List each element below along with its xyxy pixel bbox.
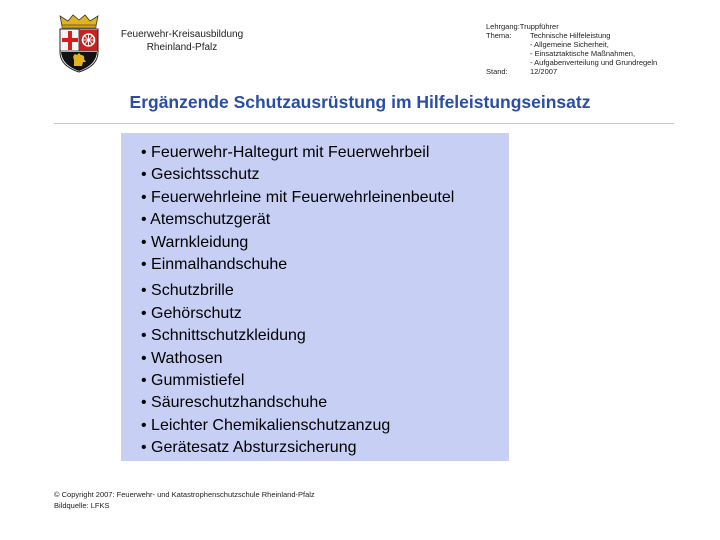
thema-item: - Allgemeine Sicherheit,: [530, 40, 609, 49]
list-item: • Schutzbrille: [141, 282, 234, 300]
equipment-list: [141, 142, 454, 460]
list-item: • Feuerwehr-Haltegurt mit Feuerwehrbeil: [141, 144, 430, 161]
coat-of-arms-icon: [54, 14, 104, 74]
copyright-text: © Copyright 2007: Feuerwehr- und Katastrophenschutzschule Rheinland-Pfalz: [54, 490, 315, 499]
list-item: • Gesichtsschutz: [141, 166, 260, 184]
slide-title: Ergänzende Schutzausrüstung im Hilfeleistungseinsatz: [129, 92, 591, 112]
organization-name: [104, 28, 260, 54]
stand-value: 12/2007: [530, 67, 558, 76]
lehrgang-label: Lehrgang:: [486, 22, 520, 31]
list-item: • Gerätesatz Absturzsicherung: [141, 439, 357, 457]
footer: [54, 489, 315, 511]
course-meta: [486, 22, 657, 76]
list-item: • Wathosen: [141, 349, 223, 367]
thema-value: Technische Hilfeleistung: [530, 31, 611, 40]
list-item: • Leichter Chemikalienschutzanzug: [141, 416, 391, 434]
divider: [54, 123, 674, 124]
list-item: • Schnittschutzkleidung: [141, 327, 306, 345]
list-item: • Gummistiefel: [141, 372, 245, 390]
list-item: • Warnkleidung: [141, 233, 249, 251]
thema-label: Thema:: [486, 31, 512, 40]
org-line-2: Rheinland-Pfalz: [146, 42, 218, 53]
thema-item: - Aufgabenverteilung und Grundregeln: [530, 58, 658, 67]
stand-label: Stand:: [486, 67, 508, 76]
list-item: • Säureschutzhandschuhe: [141, 394, 328, 412]
lehrgang-value: Truppführer: [519, 22, 559, 31]
thema-item: - Einsatztaktische Maßnahmen,: [530, 49, 636, 58]
list-item: • Atemschutzgerät: [141, 211, 271, 229]
list-item: • Feuerwehrleine mit Feuerwehrleinenbeutel: [141, 188, 455, 206]
org-line-1: Feuerwehr-Kreisausbildung: [120, 29, 244, 40]
list-item: • Gehörschutz: [141, 304, 242, 322]
list-item: • Einmalhandschuhe: [141, 256, 288, 274]
image-source-text: Bildquelle: LFKS: [54, 501, 110, 510]
